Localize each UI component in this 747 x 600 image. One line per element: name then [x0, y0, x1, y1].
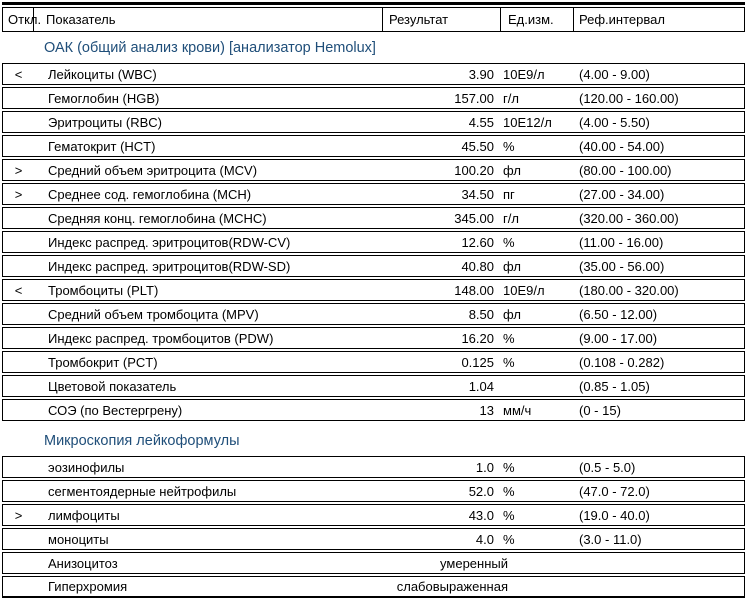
table-row: [2, 111, 745, 133]
indicator-name: Среднее сод. гемоглобина (MCH): [48, 186, 252, 202]
result-value: 100.20: [454, 162, 494, 178]
indicator-name: Эритроциты (RBC): [48, 114, 162, 130]
indicator-name: Средний объем тромбоцита (MPV): [48, 306, 259, 322]
unit-label: %: [503, 234, 515, 250]
unit-label: %: [503, 354, 515, 370]
ref-interval: (320.00 - 360.00): [579, 210, 679, 226]
unit-label: %: [503, 531, 515, 547]
unit-label: 10E9/л: [503, 282, 545, 298]
deviation-flag: <: [14, 66, 23, 82]
unit-label: г/л: [503, 210, 519, 226]
column-header-result: Результат: [383, 8, 501, 31]
result-value: 1.04: [468, 378, 494, 394]
table-row: [2, 456, 745, 478]
section-title-microscopy: Микроскопия лейкоформулы: [44, 433, 240, 449]
result-value: 52.0: [468, 483, 494, 499]
table-row: [2, 480, 745, 502]
indicator-name: Индекс распред. эритроцитов(RDW-CV): [48, 234, 291, 250]
section-title-cbc: ОАК (общий анализ крови) [анализатор Hemolux]: [44, 40, 376, 56]
table-header-row: [2, 7, 745, 32]
table-row: [2, 399, 745, 421]
indicator-name: Анизоцитоз: [48, 555, 118, 571]
column-header-deviation: Откл.: [3, 8, 34, 31]
ref-interval: (11.00 - 16.00): [579, 234, 664, 250]
unit-label: мм/ч: [503, 402, 532, 418]
ref-interval: (3.0 - 11.0): [579, 531, 642, 547]
section-leukocyte-microscopy: [2, 423, 745, 598]
lab-results-report: [2, 2, 745, 598]
table-row: [2, 504, 745, 526]
unit-label: %: [503, 507, 515, 523]
deviation-flag: <: [14, 282, 23, 298]
indicator-name: моноциты: [48, 531, 109, 547]
unit-label: фл: [503, 306, 521, 322]
column-header-ref-interval: Реф.интервал: [579, 12, 665, 27]
ref-interval: (0.5 - 5.0): [579, 459, 636, 475]
unit-label: %: [503, 459, 515, 475]
ref-interval: (120.00 - 160.00): [579, 90, 679, 106]
indicator-name: СОЭ (по Вестергрену): [48, 402, 183, 418]
table-row: [2, 528, 745, 550]
deviation-flag: >: [14, 507, 23, 523]
ref-interval: (6.50 - 12.00): [579, 306, 658, 322]
result-value: 4.55: [468, 114, 494, 130]
indicator-name: Гематокрит (HCT): [48, 138, 156, 154]
result-value: 157.00: [454, 90, 494, 106]
table-row: [2, 183, 745, 205]
result-value: 43.0: [468, 507, 494, 523]
section-cbc: [2, 33, 745, 421]
table-row: [2, 135, 745, 157]
ref-interval: (35.00 - 56.00): [579, 258, 665, 274]
result-value: 13: [479, 402, 494, 418]
table-row: [2, 279, 745, 301]
result-value: 34.50: [461, 186, 494, 202]
result-value: 8.50: [468, 306, 494, 322]
column-header-unit: Ед.изм.: [501, 8, 574, 31]
indicator-name: лимфоциты: [48, 507, 120, 523]
deviation-flag: >: [14, 186, 23, 202]
table-row: [2, 327, 745, 349]
unit-label: %: [503, 330, 515, 346]
indicator-name: Цветовой показатель: [48, 378, 177, 394]
indicator-name: сегментоядерные нейтрофилы: [48, 483, 237, 499]
result-value: 148.00: [454, 282, 494, 298]
indicator-name: Лейкоциты (WBC): [48, 66, 157, 82]
deviation-flag: >: [14, 162, 23, 178]
indicator-name: эозинофилы: [48, 459, 125, 475]
result-value: 12.60: [461, 234, 494, 250]
unit-label: г/л: [503, 90, 519, 106]
indicator-name: Средний объем эритроцита (MCV): [48, 162, 258, 178]
ref-interval: (4.00 - 5.50): [579, 114, 650, 130]
ref-interval: (0 - 15): [579, 402, 621, 418]
table-row: [2, 552, 745, 574]
ref-interval: (80.00 - 100.00): [579, 162, 672, 178]
ref-interval: (4.00 - 9.00): [579, 66, 650, 82]
table-row: [2, 303, 745, 325]
result-value: 0.125: [461, 354, 494, 370]
table-row: [2, 576, 745, 598]
table-row: [2, 375, 745, 397]
result-value: 4.0: [475, 531, 494, 547]
indicator-name: Гемоглобин (HGB): [48, 90, 160, 106]
result-value: 1.0: [475, 459, 494, 475]
indicator-name: Индекс распред. тромбоцитов (PDW): [48, 330, 274, 346]
result-value: слабовыраженная: [396, 579, 508, 594]
table-row: [2, 159, 745, 181]
table-row: [2, 351, 745, 373]
table-row: [2, 255, 745, 277]
ref-interval: (9.00 - 17.00): [579, 330, 658, 346]
result-value: 16.20: [461, 330, 494, 346]
unit-label: %: [503, 138, 515, 154]
ref-interval: (47.0 - 72.0): [579, 483, 650, 499]
ref-interval: (180.00 - 320.00): [579, 282, 679, 298]
indicator-name: Гиперхромия: [48, 579, 128, 594]
unit-label: %: [503, 483, 515, 499]
result-value: 3.90: [468, 66, 494, 82]
result-value: 345.00: [454, 210, 494, 226]
ref-interval: (40.00 - 54.00): [579, 138, 665, 154]
unit-label: фл: [503, 162, 521, 178]
table-row: [2, 87, 745, 109]
unit-label: фл: [503, 258, 521, 274]
ref-interval: (27.00 - 34.00): [579, 186, 665, 202]
ref-interval: (0.85 - 1.05): [579, 378, 650, 394]
column-header-indicator: Показатель: [34, 8, 383, 31]
result-value: 40.80: [461, 258, 494, 274]
table-row: [2, 207, 745, 229]
indicator-name: Тромбоциты (PLT): [48, 282, 159, 298]
unit-label: 10E9/л: [503, 66, 545, 82]
top-divider: [2, 2, 745, 5]
unit-label: 10E12/л: [503, 114, 552, 130]
indicator-name: Средняя конц. гемоглобина (MCHC): [48, 210, 267, 226]
ref-interval: (0.108 - 0.282): [579, 354, 665, 370]
table-row: [2, 63, 745, 85]
result-value: 45.50: [461, 138, 494, 154]
result-value: умеренный: [440, 555, 508, 571]
indicator-name: Тромбокрит (PCT): [48, 354, 158, 370]
unit-label: пг: [503, 186, 515, 202]
table-row: [2, 231, 745, 253]
ref-interval: (19.0 - 40.0): [579, 507, 650, 523]
indicator-name: Индекс распред. эритроцитов(RDW-SD): [48, 258, 291, 274]
